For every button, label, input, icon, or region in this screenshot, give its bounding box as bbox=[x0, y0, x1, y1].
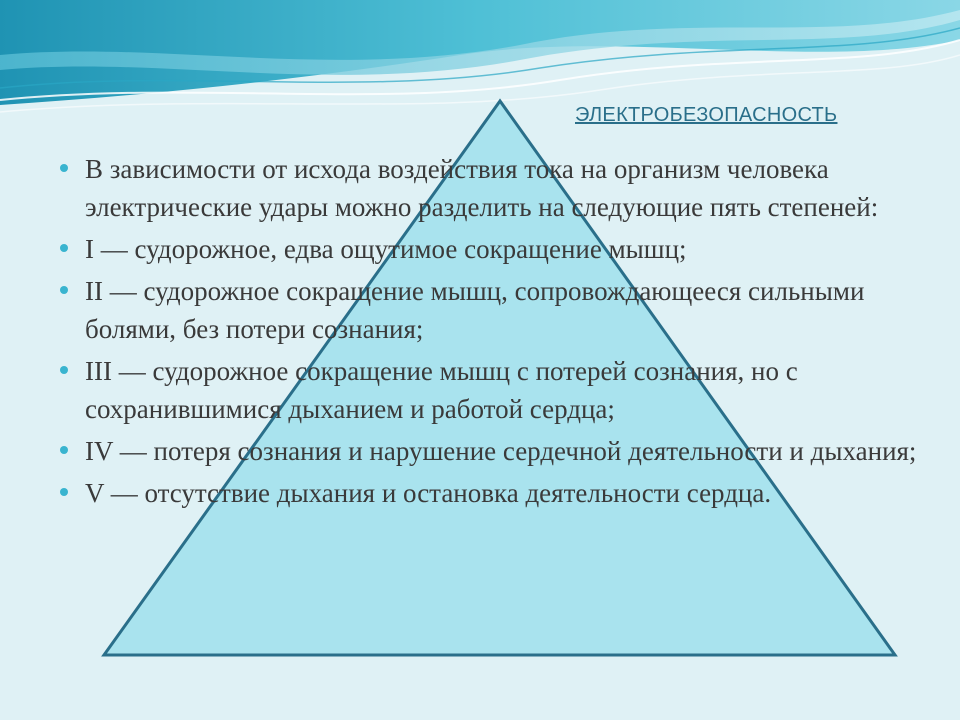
bullet-degree-5 bbox=[58, 474, 918, 512]
bullet-degree-3 bbox=[58, 352, 918, 428]
bullet-text: В зависимости от исхода воздействия тока на организм человека электрические удары можно разделить на следующие пять степеней: bbox=[85, 154, 879, 222]
bullet-degree-2 bbox=[58, 272, 918, 348]
bullet-degree-4 bbox=[58, 432, 918, 470]
bullet-dot-icon bbox=[60, 366, 68, 374]
bullet-dot-icon bbox=[60, 446, 68, 454]
slide-title: ЭЛЕКТРОБЕЗОПАСНОСТЬ bbox=[575, 104, 838, 126]
bullet-dot-icon bbox=[60, 244, 68, 252]
bullet-intro bbox=[58, 150, 918, 226]
bullet-text: II — судорожное сокращение мышц, сопровождающееся сильными болями, без потери сознания; bbox=[85, 276, 865, 344]
bullet-text: III — судорожное сокращение мышц с потерей сознания, но с сохранившимися дыханием и работой сердца; bbox=[85, 356, 798, 424]
bullet-dot-icon bbox=[60, 488, 68, 496]
bullet-text: I — судорожное, едва ощутимое сокращение мышц; bbox=[85, 234, 687, 264]
bullet-dot-icon bbox=[60, 164, 68, 172]
bullet-list bbox=[58, 150, 918, 516]
bullet-text: V — отсутствие дыхания и остановка деятельности сердца. bbox=[85, 478, 772, 508]
bullet-dot-icon bbox=[60, 286, 68, 294]
bullet-degree-1 bbox=[58, 230, 918, 268]
bullet-text: IV — потеря сознания и нарушение сердечной деятельности и дыхания; bbox=[85, 436, 917, 466]
